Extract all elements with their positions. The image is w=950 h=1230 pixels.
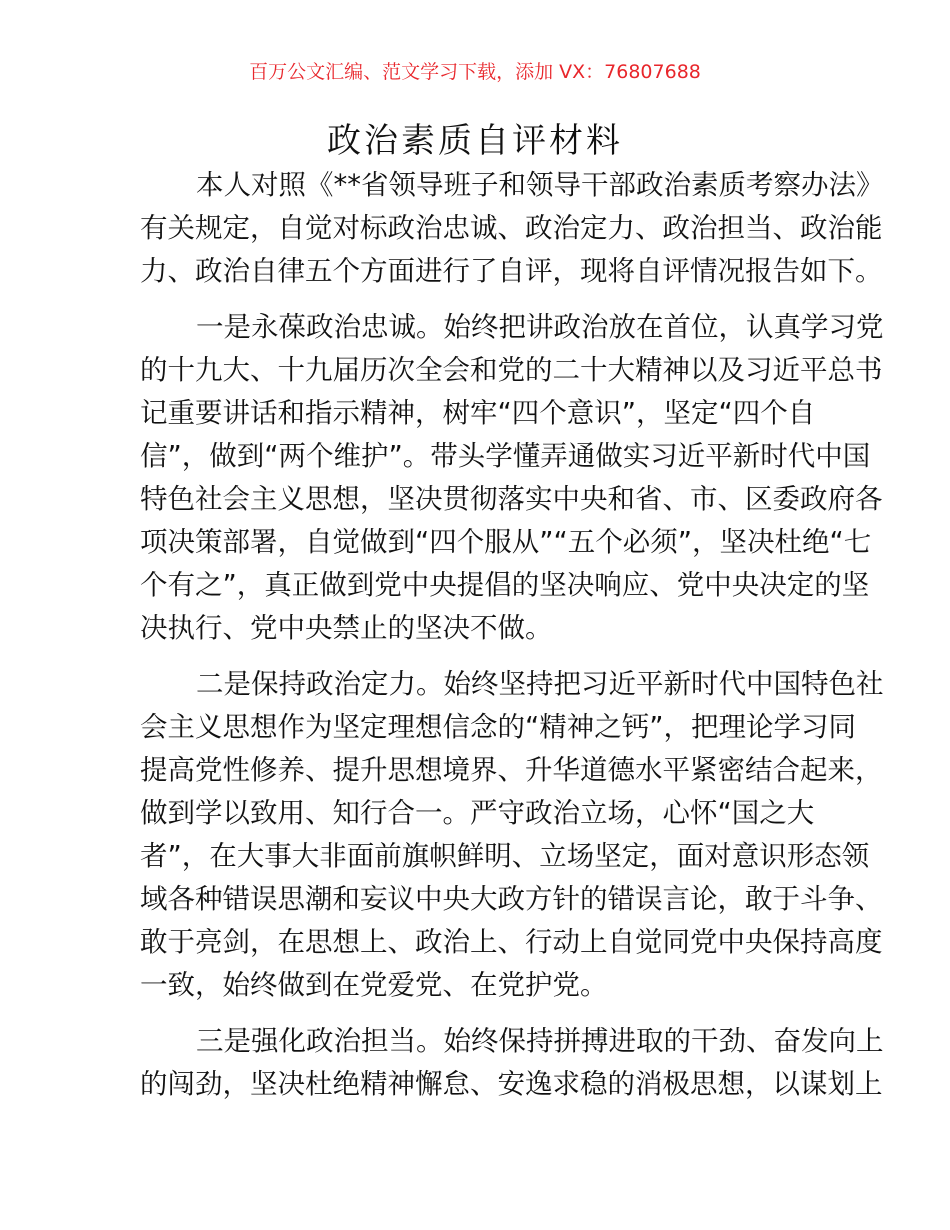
document-title: 政治素质自评材料	[327, 121, 623, 161]
text-line: 二是保持政治定力。始终坚持把习近平新时代中国特色社	[196, 668, 884, 700]
watermark-header: 百万公文汇编、范文学习下载，添加 VX：76807688	[249, 61, 701, 83]
text-line: 个有之”，真正做到党中央提倡的坚决响应、党中央决定的坚	[140, 569, 870, 601]
text-line: 本人对照《**省领导班子和领导干部政治素质考察办法》	[196, 169, 884, 201]
text-line: 项决策部署，自觉做到“四个服从”“五个必须”，坚决杜绝“七	[140, 526, 872, 558]
text-line: 一是永葆政治忠诚。始终把讲政治放在首位，认真学习党	[196, 311, 884, 343]
document-body	[140, 164, 884, 1119]
text-line: 敢于亮剑，在思想上、政治上、行动上自觉同党中央保持高度	[140, 926, 883, 958]
text-line: 会主义思想作为坚定理想信念的“精神之钙”，把理论学习同	[140, 711, 856, 743]
text-line: 力、政治自律五个方面进行了自评，现将自评情况报告如下。	[140, 255, 883, 287]
paragraph	[140, 306, 884, 650]
text-line: 做到学以致用、知行合一。严守政治立场，心怀“国之大	[140, 797, 815, 829]
paragraph	[140, 663, 884, 1007]
text-line: 的十九大、十九届历次全会和党的二十大精神以及习近平总书	[140, 354, 883, 386]
text-line: 决执行、党中央禁止的坚决不做。	[140, 612, 553, 644]
text-line: 信”，做到“两个维护”。带头学懂弄通做实习近平新时代中国	[140, 440, 871, 472]
paragraph	[140, 1020, 884, 1106]
text-line: 者”，在大事大非面前旗帜鲜明、立场坚定，面对意识形态领	[140, 840, 870, 872]
text-line: 域各种错误思潮和妄议中央大政方针的错误言论，敢于斗争、	[140, 883, 883, 915]
text-line: 记重要讲话和指示精神，树牢“四个意识”，坚定“四个自	[140, 397, 816, 429]
text-line: 提高党性修养、提升思想境界、升华道德水平紧密结合起来，	[140, 754, 883, 786]
text-line: 的闯劲，坚决杜绝精神懈怠、安逸求稳的消极思想，以谋划上	[140, 1068, 883, 1100]
text-line: 一致，始终做到在党爱党、在党护党。	[140, 969, 608, 1001]
paragraph	[140, 164, 884, 293]
text-line: 三是强化政治担当。始终保持拼搏进取的干劲、奋发向上	[196, 1025, 884, 1057]
text-line: 特色社会主义思想，坚决贯彻落实中央和省、市、区委政府各	[140, 483, 883, 515]
text-line: 有关规定，自觉对标政治忠诚、政治定力、政治担当、政治能	[140, 212, 883, 244]
